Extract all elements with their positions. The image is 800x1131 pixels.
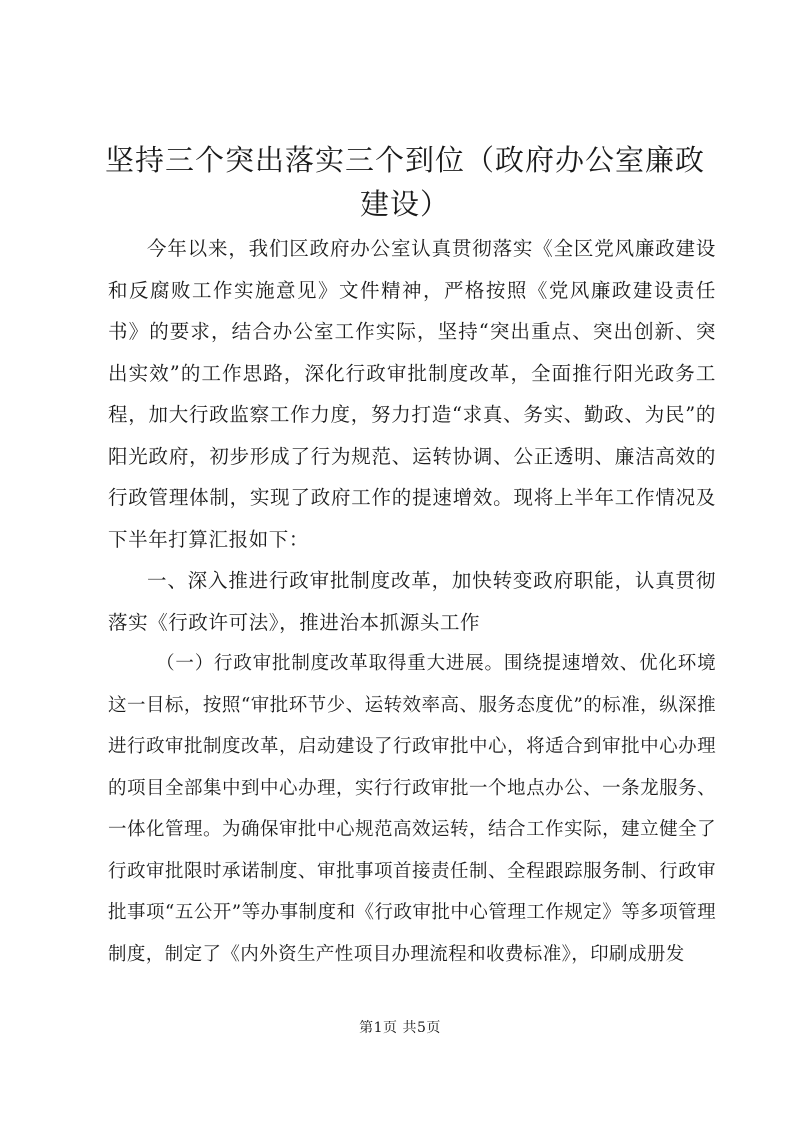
page-number-footer: 第1页 共5页 [359, 1020, 441, 1036]
paragraph-section-heading: 一、深入推进行政审批制度改革，加快转变政府职能，认真贯彻落实《行政许可法》，推进治本抓源头工作 [108, 569, 716, 634]
paragraph-subsection-one: （一）行政审批制度改革取得重大进展。围绕提速增效、优化环境这一目标，按照“审批环节少、运转效率高、服务态度优”的标准，纵深推进行政审批制度改革，启动建设了行政审批中心，将适合到审批中心办理的项目全部集中到中心办理，实行行政审批一个地点办公、一条龙服务、一体化管理。为确保审批中心规范高效运转，结合工作实际，建立健全了行政审批限时承诺制度、审批事项首接责任制、全程跟踪服务制、行政审批事项“五公开”等办事制度和《行政审批中心管理工作规定》等多项管理制度，制定了《内外资生产性项目办理流程和收费标准》，印刷成册发 [108, 653, 716, 965]
document-title: 坚持三个突出落实三个到位（政府办公室廉政建设） [104, 143, 705, 221]
paragraph-intro: 今年以来，我们区政府办公室认真贯彻落实《全区党风廉政建设和反腐败工作实施意见》文件精神，严格按照《党风廉政建设责任书》的要求，结合办公室工作实际，坚持“突出重点、突出创新、突出实效”的工作思路，深化行政审批制度改革，全面推行阳光政务工程，加大行政监察工作力度，努力打造“求真、务实、勤政、为民”的阳光政府，初步形成了行为规范、运转协调、公正透明、廉洁高效的行政管理体制，实现了政府工作的提速增效。现将上半年工作情况及下半年打算汇报如下： [108, 237, 716, 551]
document-body [108, 228, 716, 975]
